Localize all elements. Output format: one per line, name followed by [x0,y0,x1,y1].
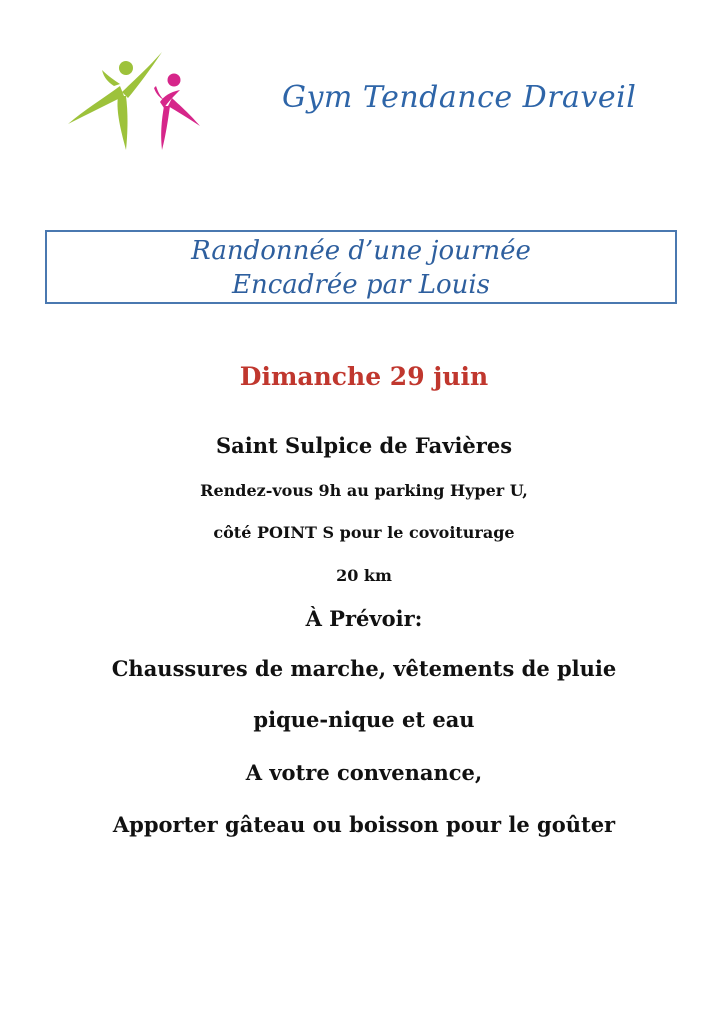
dancers-logo-icon [64,46,204,156]
event-location: Saint Sulpice de Favières [215,433,513,458]
org-title: Gym Tendance Draveil [282,80,637,115]
prevoir-heading: À Prévoir: [305,606,423,631]
prevoir-item: Chaussures de marche, vêtements de pluie [111,656,617,681]
event-title-line2: Encadrée par Louis [231,270,491,300]
gym-logo [64,46,204,156]
event-distance: 20 km [336,566,392,585]
event-title-box [45,230,677,304]
event-title-line1: Randonnée d’une journée [191,236,531,266]
rendezvous-line1: Rendez-vous 9h au parking Hyper U, [200,481,528,500]
rendezvous-line2: côté POINT S pour le covoiturage [213,523,515,542]
event-date: Dimanche 29 juin [239,362,489,391]
prevoir-item: Apporter gâteau ou boisson pour le goûter [112,812,616,837]
prevoir-item: pique-nique et eau [253,707,475,732]
prevoir-item: A votre convenance, [245,760,483,785]
